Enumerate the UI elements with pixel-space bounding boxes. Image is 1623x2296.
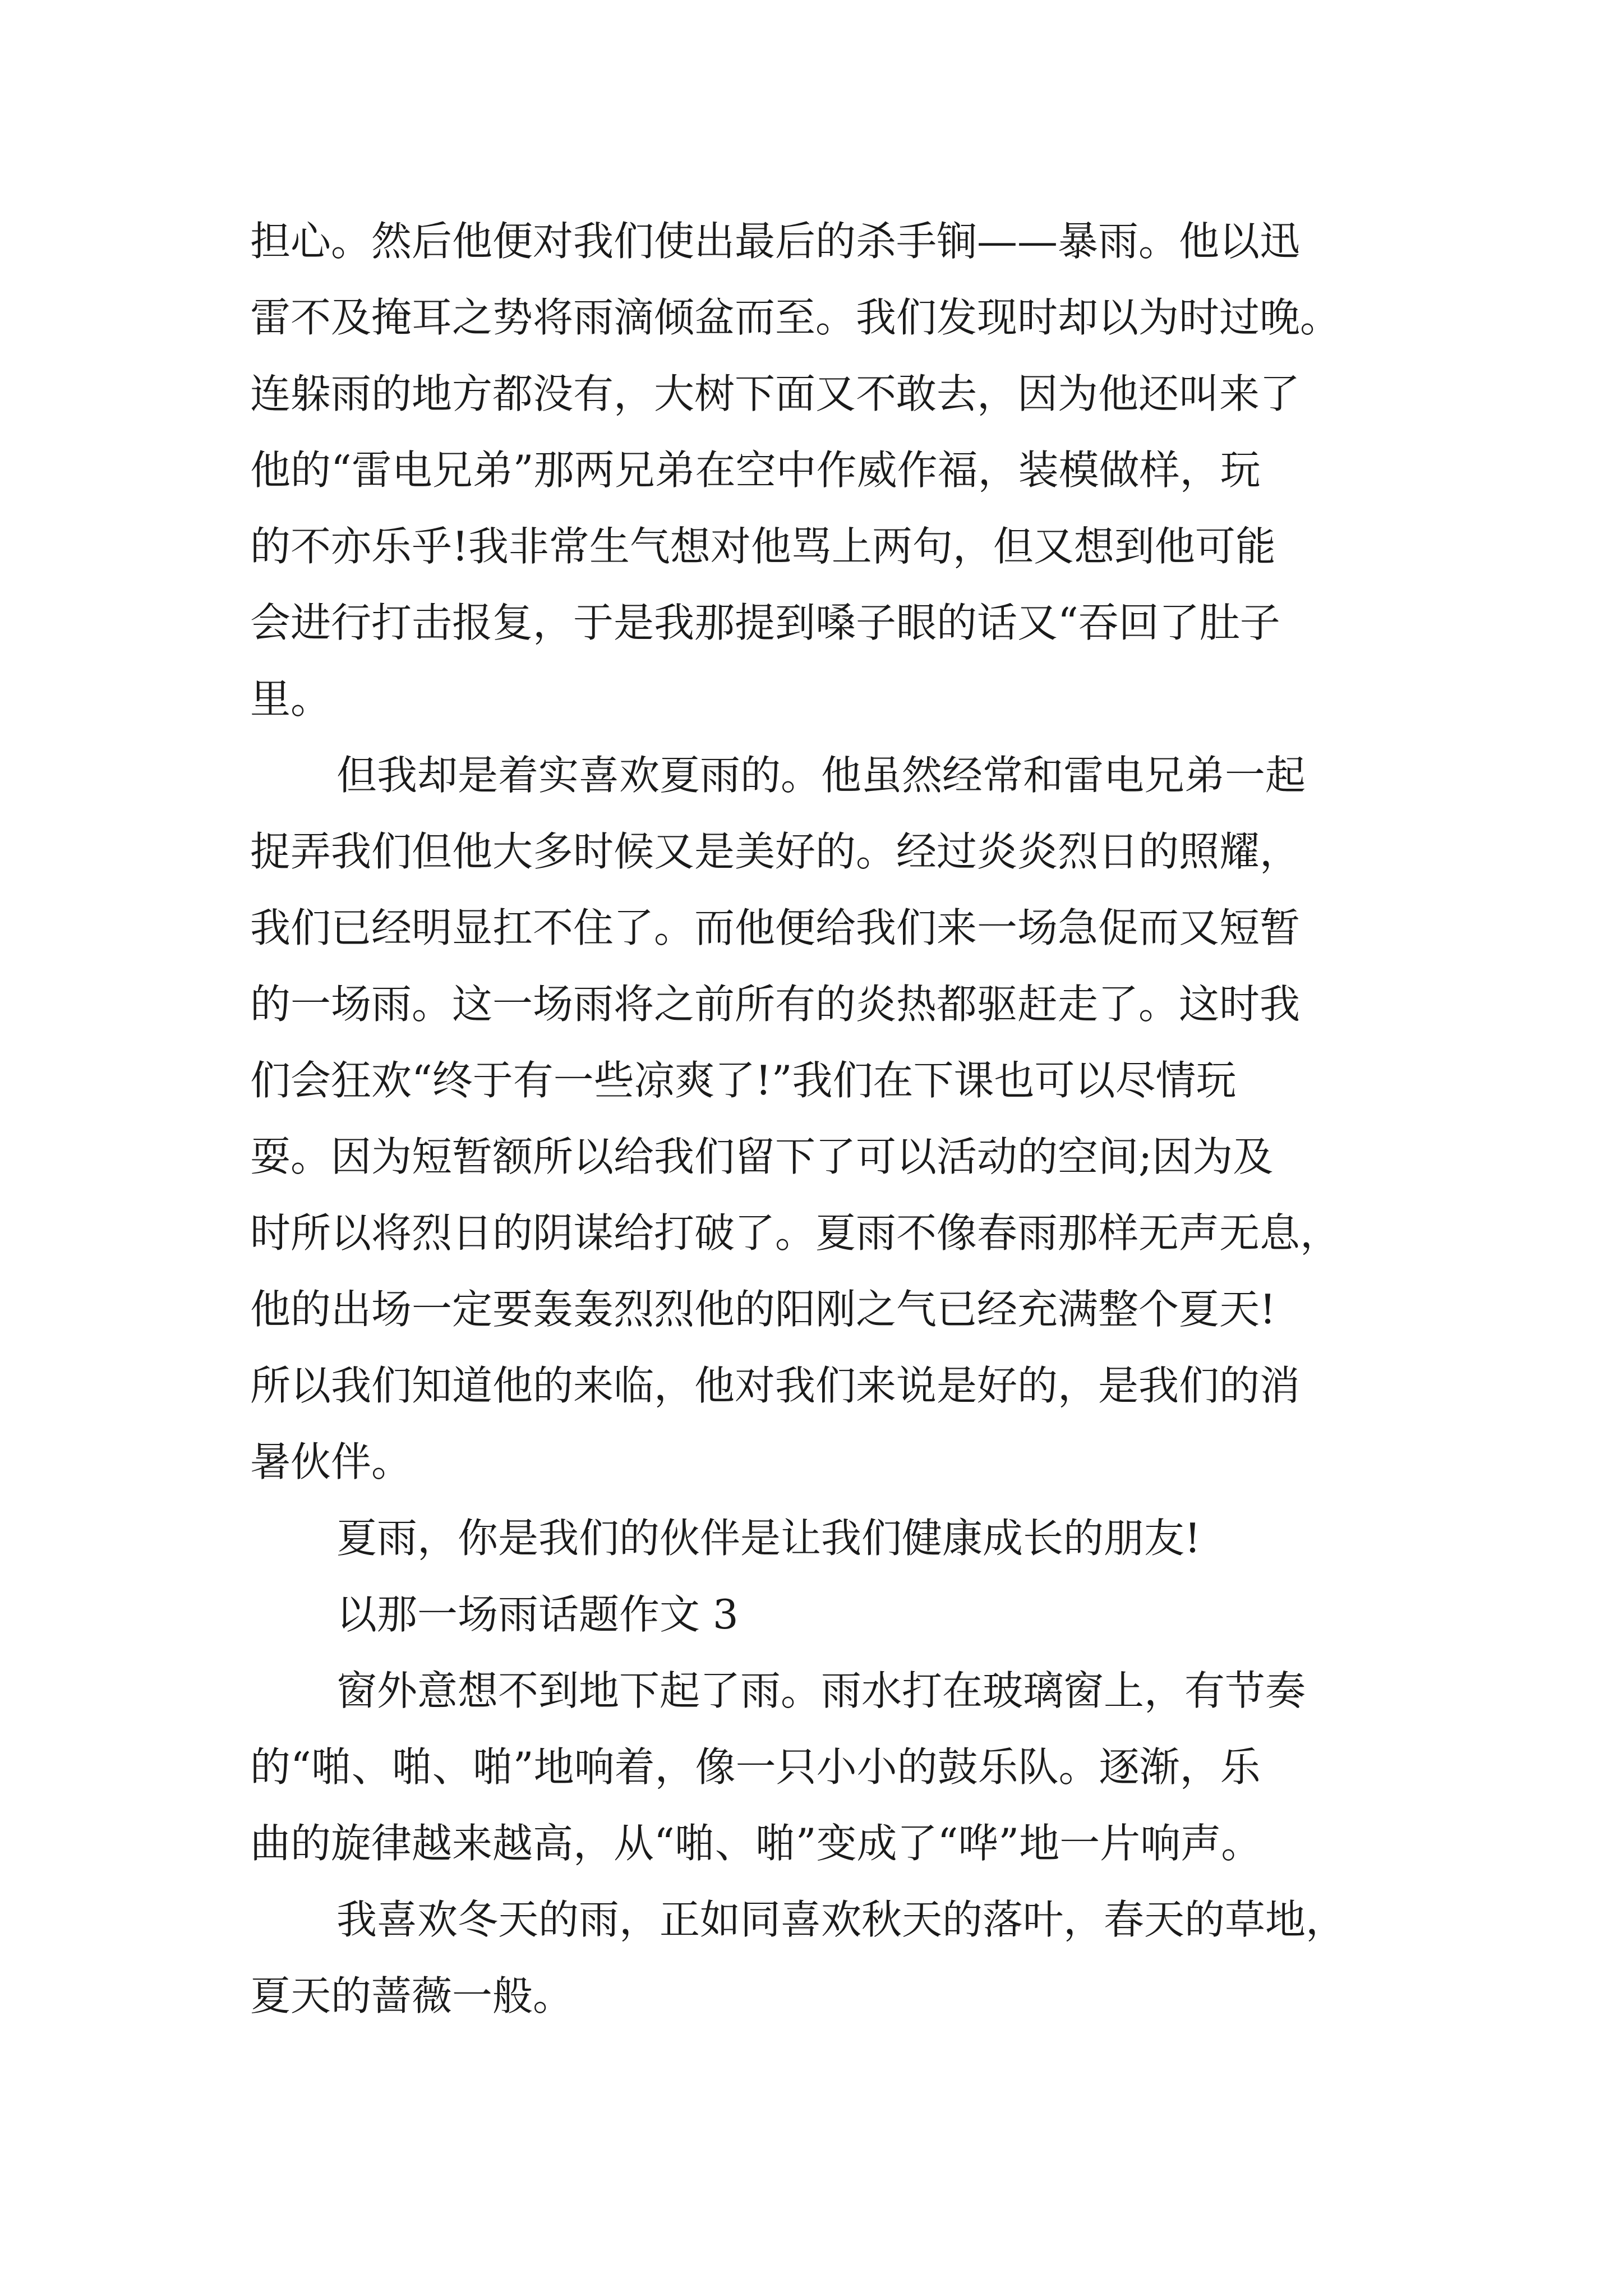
text-line: 时所以将烈日的阴谋给打破了。夏雨不像春雨那样无声无息， — [250, 1209, 1341, 1257]
text-line: 们会狂欢“终于有一些凉爽了!”我们在下课也可以尽情玩 — [250, 1057, 1237, 1104]
text-line: 暑伙伴。 — [250, 1438, 412, 1485]
text-line: 连躲雨的地方都没有，大树下面又不敢去，因为他还叫来了 — [250, 370, 1301, 417]
text-line: 捉弄我们但他大多时候又是美好的。经过炎炎烈日的照耀， — [250, 828, 1301, 875]
text-line: 所以我们知道他的来临，他对我们来说是好的，是我们的消 — [250, 1362, 1301, 1409]
text-line: 夏雨，你是我们的伙伴是让我们健康成长的朋友! — [336, 1515, 1201, 1562]
text-line: 里。 — [250, 675, 331, 723]
text-line: 的不亦乐乎!我非常生气想对他骂上两句，但又想到他可能 — [250, 523, 1276, 570]
text-line: 担心。然后他便对我们使出最后的杀手锏——暴雨。他以迅 — [250, 218, 1301, 265]
section-heading: 以那一场雨话题作文 3 — [336, 1591, 739, 1638]
text-line: 他的“雷电兄弟”那两兄弟在空中作威作福，装模做样，玩 — [250, 447, 1261, 494]
text-line: 耍。因为短暂额所以给我们留下了可以活动的空间;因为及 — [250, 1133, 1274, 1180]
text-line: 会进行打击报复，于是我那提到嗓子眼的话又“吞回了肚子 — [250, 599, 1280, 646]
text-line: 但我却是着实喜欢夏雨的。他虽然经常和雷电兄弟一起 — [336, 752, 1306, 799]
text-line: 曲的旋律越来越高，从“啪、啪”变成了“哗”地一片响声。 — [250, 1820, 1262, 1867]
text-line: 我喜欢冬天的雨，正如同喜欢秋天的落叶，春天的草地， — [336, 1896, 1347, 1943]
text-line: 雷不及掩耳之势将雨滴倾盆而至。我们发现时却以为时过晚。 — [250, 294, 1341, 341]
text-line: 我们已经明显扛不住了。而他便给我们来一场急促而又短暂 — [250, 904, 1301, 951]
text-line: 夏天的蔷薇一般。 — [250, 1972, 574, 2019]
text-line: 的“啪、啪、啪”地响着，像一只小小的鼓乐队。逐渐，乐 — [250, 1743, 1261, 1791]
text-line: 他的出场一定要轰轰烈烈他的阳刚之气已经充满整个夏天! — [250, 1286, 1276, 1333]
text-line: 的一场雨。这一场雨将之前所有的炎热都驱赶走了。这时我 — [250, 981, 1301, 1028]
text-line: 窗外意想不到地下起了雨。雨水打在玻璃窗上，有节奏 — [336, 1667, 1306, 1714]
